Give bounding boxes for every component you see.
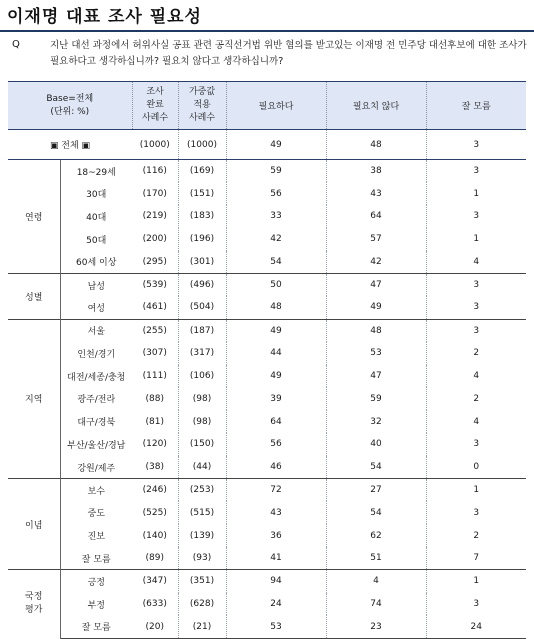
table-row [8, 456, 526, 479]
cell-not-necessary: 47 [326, 273, 426, 296]
table-row [8, 593, 526, 616]
cell-dont-know: 3 [473, 302, 480, 313]
base-header [8, 82, 132, 130]
cell-sample-count: (38) [132, 456, 178, 479]
row-label: 광주/전라 [77, 395, 116, 406]
table-row [8, 524, 526, 547]
cell-sample-count: (347) [132, 570, 178, 593]
cell-dont-know: 3 [426, 130, 526, 160]
cell-necessary: 24 [226, 593, 326, 616]
column-header-dont-know: 잘 모름 [426, 82, 526, 130]
cell-weighted-count: (151) [178, 182, 226, 205]
cell-not-necessary: 59 [326, 387, 426, 410]
cell-sample-count: (525) [132, 501, 178, 524]
cell-necessary: 56 [226, 182, 326, 205]
cell-necessary: 42 [226, 228, 326, 251]
cell-necessary: 49 [226, 319, 326, 342]
table-row [8, 273, 526, 296]
row-label: 중도 [87, 509, 105, 520]
row-label: 여성 [87, 303, 105, 314]
cell-sample-count: (255) [132, 319, 178, 342]
cell-not-necessary: 53 [326, 342, 426, 365]
cell-sample-count: (633) [132, 593, 178, 616]
row-label: 50대 [86, 235, 107, 246]
cell-necessary: 54 [226, 251, 326, 274]
cell-sample-count: (461) [132, 296, 178, 319]
cell-necessary: 72 [226, 479, 326, 502]
table-row [8, 365, 526, 388]
cell-weighted-count: (93) [178, 547, 226, 570]
cell-sample-count: (307) [132, 342, 178, 365]
cell-weighted-count: (183) [178, 205, 226, 228]
cell-not-necessary: 54 [326, 456, 426, 479]
base-header-line2: (단위: %) [50, 106, 90, 117]
cell-necessary: 64 [226, 410, 326, 433]
table-row [8, 342, 526, 365]
table-row [8, 228, 526, 251]
page-title: 이재명 대표 조사 필요성 [7, 7, 202, 27]
table-row [8, 296, 526, 319]
cell-dont-know: 3 [426, 273, 526, 296]
cell-weighted-count: (44) [178, 456, 226, 479]
table-header-row [8, 82, 526, 130]
group-label-age: 연령 [8, 160, 60, 274]
row-label: 부정 [87, 600, 105, 611]
cell-weighted-count: (98) [178, 410, 226, 433]
table-row [8, 182, 526, 205]
cell-sample-count: (539) [132, 273, 178, 296]
cell-weighted-count: (196) [178, 228, 226, 251]
row-label: 60세 이상 [76, 258, 117, 269]
row-label: 강원/제주 [77, 463, 116, 474]
cell-dont-know: 3 [473, 599, 480, 610]
cell-necessary: 56 [226, 433, 326, 456]
group-label-line2: 평가 [25, 605, 43, 616]
weighted-count-header-line3: 사례수 [188, 113, 216, 123]
question-label: Q [12, 39, 20, 50]
cell-not-necessary: 64 [326, 205, 426, 228]
cell-sample-count: (116) [132, 160, 178, 183]
cell-necessary: 39 [226, 387, 326, 410]
cell-not-necessary: 27 [326, 479, 426, 502]
cell-weighted-count: (98) [178, 387, 226, 410]
row-label: 40대 [86, 212, 107, 223]
table-row [8, 547, 526, 570]
cell-dont-know: 1 [426, 479, 526, 502]
cell-not-necessary: 57 [326, 228, 426, 251]
cell-not-necessary: 49 [326, 296, 426, 319]
cell-dont-know: 2 [473, 393, 480, 404]
table-row [8, 410, 526, 433]
cell-sample-count: (89) [132, 547, 178, 570]
group-label-line1: 국정 [25, 592, 43, 603]
cell-necessary: 44 [226, 342, 326, 365]
cell-weighted-count: (515) [178, 501, 226, 524]
cell-sample-count: (219) [132, 205, 178, 228]
cell-weighted-count: (317) [178, 342, 226, 365]
table-row [8, 251, 526, 274]
table-row [8, 160, 526, 183]
row-label: 진보 [87, 532, 105, 543]
cell-sample-count: (111) [132, 365, 178, 388]
sample-count-header-line3: 사례수 [141, 113, 169, 123]
sample-count-header-line1: 조사 [146, 87, 164, 97]
cell-sample-count: (170) [132, 182, 178, 205]
cell-not-necessary: 43 [326, 182, 426, 205]
row-label: 서울 [60, 319, 132, 342]
results-table [8, 81, 526, 639]
cell-dont-know: 1 [473, 234, 480, 245]
table-row [8, 479, 526, 502]
cell-necessary: 43 [226, 501, 326, 524]
sample-count-header-line2: 완료 [146, 100, 164, 110]
group-label-ideology: 이념 [8, 479, 60, 570]
cell-weighted-count: (169) [178, 160, 226, 183]
cell-dont-know: 1 [473, 188, 480, 199]
cell-dont-know: 0 [473, 462, 480, 472]
cell-weighted-count: (150) [178, 433, 226, 456]
sample-count-header [132, 82, 178, 130]
cell-dont-know: 3 [473, 507, 480, 518]
weighted-count-header [178, 82, 226, 130]
table-row [8, 205, 526, 228]
cell-weighted-count: (351) [178, 570, 226, 593]
column-header-not-necessary: 필요치 않다 [326, 82, 426, 130]
question-text: 지난 대선 과정에서 허위사실 공표 관련 공직선거법 위반 혐의를 받고있는 이재명 전 민주당 대선후보에 대한 조사가 필요하다고 생각하십니까? 필요치 않다고 생각하십니까? [50, 40, 527, 67]
total-label: ▣ 전체 ▣ [8, 130, 132, 160]
cell-not-necessary: 4 [326, 570, 426, 593]
row-label: 대전/세종/충청 [67, 372, 126, 383]
group-label-gender: 성별 [8, 273, 60, 319]
group-label-region: 지역 [8, 319, 60, 479]
weighted-count-header-line2: 적용 [193, 100, 211, 110]
cell-sample-count: (81) [132, 410, 178, 433]
cell-necessary: 41 [226, 547, 326, 570]
cell-sample-count: (120) [132, 433, 178, 456]
cell-not-necessary: 48 [326, 319, 426, 342]
table-row [8, 570, 526, 593]
row-label: 18~29세 [60, 160, 132, 183]
total-row [8, 130, 526, 160]
row-label: 보수 [60, 479, 132, 502]
cell-weighted-count: (301) [178, 251, 226, 274]
cell-weighted-count: (187) [178, 319, 226, 342]
cell-dont-know: 4 [473, 371, 480, 382]
cell-not-necessary: 32 [326, 410, 426, 433]
table-row [8, 433, 526, 456]
cell-necessary: 49 [226, 365, 326, 388]
row-label: 남성 [60, 273, 132, 296]
cell-not-necessary: 51 [326, 547, 426, 570]
cell-not-necessary: 23 [326, 615, 426, 638]
cell-weighted-count: (1000) [178, 130, 226, 160]
cell-not-necessary: 38 [326, 160, 426, 183]
table-row [8, 615, 526, 638]
cell-dont-know: 1 [426, 570, 526, 593]
cell-weighted-count: (496) [178, 273, 226, 296]
cell-not-necessary: 74 [326, 593, 426, 616]
table-row [8, 319, 526, 342]
cell-weighted-count: (628) [178, 593, 226, 616]
cell-dont-know: 3 [426, 319, 526, 342]
row-label: 대구/경북 [77, 418, 116, 429]
cell-weighted-count: (139) [178, 524, 226, 547]
cell-sample-count: (140) [132, 524, 178, 547]
cell-not-necessary: 42 [326, 251, 426, 274]
row-label: 부산/울산/경남 [67, 440, 126, 451]
weighted-count-header-line1: 가중값 [188, 87, 216, 97]
cell-necessary: 94 [226, 570, 326, 593]
cell-necessary: 36 [226, 524, 326, 547]
cell-dont-know: 3 [426, 160, 526, 183]
cell-weighted-count: (253) [178, 479, 226, 502]
cell-weighted-count: (106) [178, 365, 226, 388]
cell-necessary: 59 [226, 160, 326, 183]
cell-dont-know: 2 [473, 530, 480, 541]
row-label: 긍정 [60, 570, 132, 593]
cell-dont-know: 4 [473, 416, 480, 427]
table-row [8, 387, 526, 410]
row-label: 인천/경기 [77, 349, 116, 360]
cell-dont-know: 7 [473, 553, 480, 564]
title-underline [0, 30, 534, 32]
cell-necessary: 48 [226, 296, 326, 319]
cell-sample-count: (295) [132, 251, 178, 274]
cell-necessary: 33 [226, 205, 326, 228]
cell-sample-count: (20) [132, 615, 178, 638]
cell-not-necessary: 48 [326, 130, 426, 160]
base-header-line1: Base=전체 [46, 93, 94, 104]
cell-sample-count: (88) [132, 387, 178, 410]
cell-dont-know: 3 [473, 439, 480, 450]
cell-dont-know: 24 [426, 615, 526, 638]
row-label: 잘 모름 [81, 554, 111, 565]
cell-weighted-count: (21) [178, 615, 226, 638]
cell-dont-know: 3 [473, 211, 480, 222]
cell-necessary: 49 [226, 130, 326, 160]
cell-dont-know: 4 [473, 256, 480, 267]
cell-not-necessary: 47 [326, 365, 426, 388]
cell-not-necessary: 40 [326, 433, 426, 456]
cell-weighted-count: (504) [178, 296, 226, 319]
row-label: 잘 모름 [60, 615, 132, 638]
cell-necessary: 50 [226, 273, 326, 296]
cell-sample-count: (1000) [132, 130, 178, 160]
cell-necessary: 53 [226, 615, 326, 638]
group-label-state-evaluation [8, 570, 60, 638]
cell-sample-count: (246) [132, 479, 178, 502]
row-label: 30대 [86, 190, 107, 201]
cell-not-necessary: 62 [326, 524, 426, 547]
cell-sample-count: (200) [132, 228, 178, 251]
cell-dont-know: 2 [473, 348, 480, 359]
column-header-necessary: 필요하다 [226, 82, 326, 130]
table-row [8, 501, 526, 524]
cell-not-necessary: 54 [326, 501, 426, 524]
cell-necessary: 46 [226, 456, 326, 479]
